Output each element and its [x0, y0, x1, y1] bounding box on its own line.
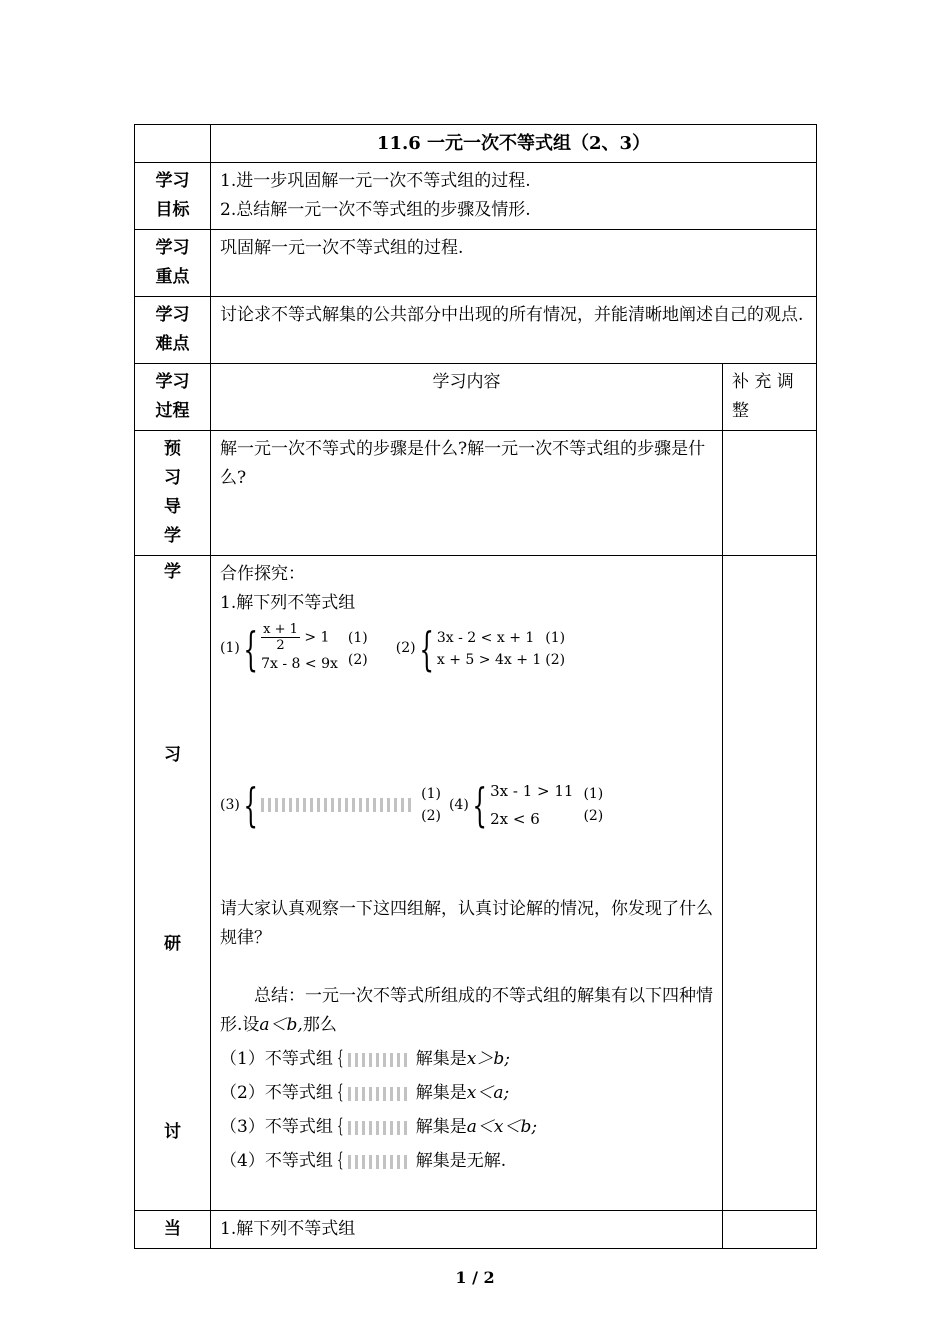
content-header: 学习内容 [211, 364, 723, 431]
sys2-equations: { 3x - 2 < x + 1 x + 5 > 4x + 1 [418, 621, 542, 676]
left-brace-icon: { [472, 778, 487, 832]
left-brace-icon: { [337, 1147, 344, 1171]
title-label-cell [135, 125, 211, 163]
sys1-equations: { $\frac{x + 1}{2}$ > 1 7x - 8 < 9x [243, 621, 338, 676]
sys3-equations [240, 778, 411, 832]
goal-line-1: 1.进一步巩固解一元一次不等式组的过程. [220, 171, 531, 191]
practice-label: 当 [135, 1211, 211, 1249]
summary-text: 总结：一元一次不等式所组成的不等式组的解集有以下四种情形.设a＜b,那么 [220, 986, 713, 1035]
sys3-tags: (1) (2) [421, 786, 441, 824]
difficulty-row [135, 297, 817, 364]
case-4-unreadable-condition [348, 1155, 410, 1169]
process-row [135, 364, 817, 431]
preview-label: 预 习 导 学 [135, 431, 211, 556]
systems-row-2 [220, 777, 713, 833]
task-heading: 1.解下列不等式组 [220, 593, 356, 613]
sys4-equations: { 3x - 1 > 11 2x < 6 [472, 778, 574, 832]
focus-row [135, 230, 817, 297]
study-label: 学 习 研 讨 [135, 556, 211, 1211]
left-brace-icon: { [243, 621, 258, 676]
sys2-tags: (1) (2) [545, 629, 566, 668]
sys3-unreadable-equation [261, 798, 411, 812]
left-brace-icon: { [337, 1045, 344, 1069]
page-number: 1 / 2 [455, 1268, 495, 1287]
goal-content [211, 163, 817, 230]
case-1: （1）不等式组 { 解集是x＞b; [220, 1045, 510, 1069]
focus-content: 巩固解一元一次不等式组的过程. [211, 230, 817, 297]
preview-supplement [723, 431, 817, 556]
goal-label: 学习 目标 [135, 163, 211, 230]
study-content [211, 556, 723, 1211]
lesson-title: 11.6 一元一次不等式组（2、3） [211, 125, 817, 163]
coop-heading: 合作探究： [220, 564, 305, 584]
practice-row [135, 1211, 817, 1249]
study-row [135, 556, 817, 1211]
left-brace-icon: { [418, 621, 434, 676]
lesson-plan-table [134, 124, 817, 1249]
case-2-unreadable-condition [348, 1087, 410, 1101]
preview-row [135, 431, 817, 556]
sys4-number: (4) [448, 796, 469, 813]
case-4: （4）不等式组 { 解集是无解. [220, 1147, 507, 1171]
case-3: （3）不等式组 { 解集是a＜x＜b; [220, 1113, 538, 1137]
preview-content: 解一元一次不等式的步骤是什么?解一元一次不等式组的步骤是什么? [211, 431, 723, 556]
observe-text: 请大家认真观察一下这四组解，认真讨论解的情况，你发现了什么规律？ [220, 899, 713, 948]
process-label: 学习 过程 [135, 364, 211, 431]
case-3-unreadable-condition [348, 1121, 410, 1135]
systems-row-1 [220, 622, 713, 675]
study-supplement [723, 556, 817, 1211]
left-brace-icon: { [337, 1113, 344, 1137]
sys1-tags: (1) (2) [347, 629, 368, 668]
left-brace-icon: { [337, 1079, 344, 1103]
goal-row [135, 163, 817, 230]
practice-content: 1.解下列不等式组 [211, 1211, 723, 1249]
sys1-number: (1) [220, 640, 240, 656]
sys4-tags: (1) (2) [583, 786, 604, 824]
focus-label: 学习 重点 [135, 230, 211, 297]
case-1-unreadable-condition [348, 1053, 410, 1067]
title-row [135, 125, 817, 163]
sys3-number: (3) [220, 796, 240, 813]
difficulty-label: 学习 难点 [135, 297, 211, 364]
difficulty-content: 讨论求不等式解集的公共部分中出现的所有情况，并能清晰地阐述自己的观点. [211, 297, 817, 364]
goal-line-2: 2.总结解一元一次不等式组的步骤及情形. [220, 200, 531, 220]
practice-supplement [723, 1211, 817, 1249]
left-brace-icon: { [243, 778, 258, 832]
sys1-fraction: $\frac{x + 1}{2}$ [263, 622, 298, 653]
sys2-number: (2) [395, 640, 416, 656]
supplement-header: 补 充 调整 [723, 364, 817, 431]
case-2: （2）不等式组 { 解集是x＜a; [220, 1079, 510, 1103]
